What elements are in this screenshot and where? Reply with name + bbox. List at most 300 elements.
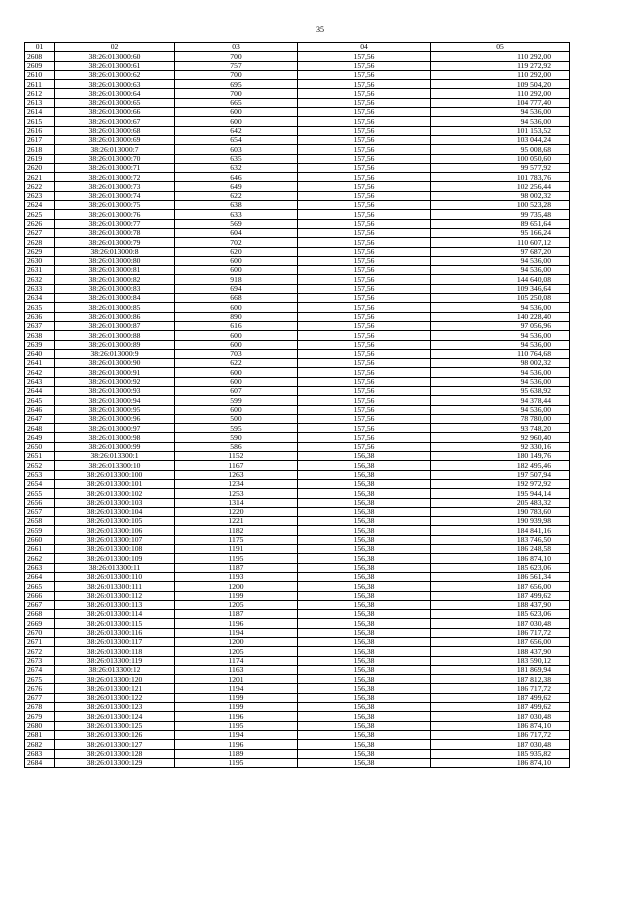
rate-cell: 157,56 — [298, 386, 431, 395]
rate-cell: 157,56 — [298, 191, 431, 200]
rate-cell: 156,38 — [298, 572, 431, 581]
rate-cell: 157,56 — [298, 294, 431, 303]
value-cell: 187 030,48 — [431, 619, 570, 628]
table-row — [25, 349, 570, 358]
rate-cell: 157,56 — [298, 154, 431, 163]
row-number-cell: 2674 — [25, 665, 55, 674]
table-row — [25, 256, 570, 265]
table-row — [25, 61, 570, 70]
rate-cell: 157,56 — [298, 228, 431, 237]
table-row — [25, 89, 570, 98]
row-number-cell: 2663 — [25, 563, 55, 572]
cadastral-number-cell: 38:26:013000:67 — [55, 117, 175, 126]
cadastral-number-cell: 38:26:013000:7 — [55, 145, 175, 154]
value-cell: 187 499,62 — [431, 693, 570, 702]
value-cell: 94 536,00 — [431, 377, 570, 386]
table-row — [25, 545, 570, 554]
area-cell: 600 — [175, 256, 298, 265]
row-number-cell: 2645 — [25, 396, 55, 405]
area-cell: 599 — [175, 396, 298, 405]
table-row — [25, 740, 570, 749]
rate-cell: 157,56 — [298, 275, 431, 284]
rate-cell: 157,56 — [298, 117, 431, 126]
area-cell: 1167 — [175, 461, 298, 470]
table-row — [25, 526, 570, 535]
rate-cell: 157,56 — [298, 414, 431, 423]
row-number-cell: 2635 — [25, 303, 55, 312]
table-row — [25, 396, 570, 405]
value-cell: 110 292,00 — [431, 89, 570, 98]
table-row — [25, 647, 570, 656]
value-cell: 183 590,12 — [431, 656, 570, 665]
value-cell: 185 623,06 — [431, 610, 570, 619]
rate-cell: 157,56 — [298, 238, 431, 247]
value-cell: 103 044,24 — [431, 135, 570, 144]
table-row — [25, 228, 570, 237]
area-cell: 604 — [175, 228, 298, 237]
row-number-cell: 2639 — [25, 340, 55, 349]
table-row — [25, 628, 570, 637]
rate-cell: 157,56 — [298, 98, 431, 107]
value-cell: 92 960,40 — [431, 433, 570, 442]
row-number-cell: 2641 — [25, 359, 55, 368]
cadastral-number-cell: 38:26:013300:103 — [55, 498, 175, 507]
value-cell: 192 972,92 — [431, 479, 570, 488]
area-cell: 1200 — [175, 638, 298, 647]
area-cell: 622 — [175, 359, 298, 368]
row-number-cell: 2671 — [25, 638, 55, 647]
value-cell: 97 056,96 — [431, 321, 570, 330]
value-cell: 185 623,06 — [431, 563, 570, 572]
table-row — [25, 182, 570, 191]
cadastral-number-cell: 38:26:013300:114 — [55, 610, 175, 619]
table-row — [25, 340, 570, 349]
rate-cell: 157,56 — [298, 331, 431, 340]
area-cell: 700 — [175, 89, 298, 98]
cadastral-number-cell: 38:26:013300:106 — [55, 526, 175, 535]
value-cell: 187 656,00 — [431, 582, 570, 591]
row-number-cell: 2672 — [25, 647, 55, 656]
cadastral-number-cell: 38:26:013300:110 — [55, 572, 175, 581]
row-number-cell: 2682 — [25, 740, 55, 749]
table-row — [25, 377, 570, 386]
table-row — [25, 238, 570, 247]
rate-cell: 156,38 — [298, 545, 431, 554]
value-cell: 97 687,20 — [431, 247, 570, 256]
value-cell: 89 651,64 — [431, 219, 570, 228]
row-number-cell: 2630 — [25, 256, 55, 265]
table-row — [25, 191, 570, 200]
cadastral-number-cell: 38:26:013000:9 — [55, 349, 175, 358]
table-row — [25, 126, 570, 135]
value-cell: 187 030,48 — [431, 712, 570, 721]
rate-cell: 157,56 — [298, 284, 431, 293]
table-row — [25, 498, 570, 507]
area-cell: 1194 — [175, 628, 298, 637]
area-cell: 595 — [175, 424, 298, 433]
row-number-cell: 2620 — [25, 163, 55, 172]
area-cell: 1189 — [175, 749, 298, 758]
cadastral-number-cell: 38:26:013000:64 — [55, 89, 175, 98]
rate-cell: 157,56 — [298, 266, 431, 275]
area-cell: 600 — [175, 117, 298, 126]
area-cell: 702 — [175, 238, 298, 247]
row-number-cell: 2679 — [25, 712, 55, 721]
cadastral-number-cell: 38:26:013000:73 — [55, 182, 175, 191]
row-number-cell: 2649 — [25, 433, 55, 442]
row-number-cell: 2660 — [25, 535, 55, 544]
value-cell: 195 944,14 — [431, 489, 570, 498]
table-row — [25, 145, 570, 154]
area-cell: 1221 — [175, 517, 298, 526]
row-number-cell: 2614 — [25, 108, 55, 117]
row-number-cell: 2681 — [25, 730, 55, 739]
cadastral-number-cell: 38:26:013000:99 — [55, 442, 175, 451]
value-cell: 186 717,72 — [431, 730, 570, 739]
cadastral-number-cell: 38:26:013000:90 — [55, 359, 175, 368]
table-row — [25, 275, 570, 284]
rate-cell: 156,38 — [298, 582, 431, 591]
area-cell: 1220 — [175, 507, 298, 516]
area-cell: 600 — [175, 377, 298, 386]
row-number-cell: 2637 — [25, 321, 55, 330]
row-number-cell: 2618 — [25, 145, 55, 154]
table-body — [25, 52, 570, 768]
value-cell: 101 783,76 — [431, 173, 570, 182]
row-number-cell: 2609 — [25, 61, 55, 70]
rate-cell: 157,56 — [298, 368, 431, 377]
rate-cell: 157,56 — [298, 210, 431, 219]
value-cell: 109 504,20 — [431, 80, 570, 89]
area-cell: 1182 — [175, 526, 298, 535]
value-cell: 186 874,10 — [431, 758, 570, 767]
rate-cell: 157,56 — [298, 377, 431, 386]
area-cell: 616 — [175, 321, 298, 330]
area-cell: 1199 — [175, 703, 298, 712]
row-number-cell: 2675 — [25, 675, 55, 684]
area-cell: 700 — [175, 52, 298, 61]
value-cell: 93 748,20 — [431, 424, 570, 433]
cadastral-number-cell: 38:26:013300:100 — [55, 470, 175, 479]
value-cell: 186 874,10 — [431, 721, 570, 730]
rate-cell: 156,38 — [298, 656, 431, 665]
area-cell: 586 — [175, 442, 298, 451]
table-row — [25, 442, 570, 451]
rate-cell: 156,38 — [298, 758, 431, 767]
table-row — [25, 321, 570, 330]
table-row — [25, 98, 570, 107]
table-row — [25, 386, 570, 395]
cadastral-number-cell: 38:26:013000:72 — [55, 173, 175, 182]
cadastral-number-cell: 38:26:013000:91 — [55, 368, 175, 377]
value-cell: 101 153,52 — [431, 126, 570, 135]
area-cell: 569 — [175, 219, 298, 228]
table-row — [25, 219, 570, 228]
area-cell: 600 — [175, 340, 298, 349]
rate-cell: 156,38 — [298, 740, 431, 749]
cadastral-number-cell: 38:26:013300:111 — [55, 582, 175, 591]
area-cell: 1152 — [175, 452, 298, 461]
table-row — [25, 665, 570, 674]
table-row — [25, 405, 570, 414]
column-header-04: 04 — [298, 43, 431, 52]
rate-cell: 157,56 — [298, 89, 431, 98]
table-row — [25, 461, 570, 470]
table-row — [25, 554, 570, 563]
cadastral-number-cell: 38:26:013000:78 — [55, 228, 175, 237]
area-cell: 600 — [175, 266, 298, 275]
rate-cell: 156,38 — [298, 461, 431, 470]
value-cell: 187 030,48 — [431, 740, 570, 749]
area-cell: 694 — [175, 284, 298, 293]
rate-cell: 156,38 — [298, 489, 431, 498]
value-cell: 95 166,24 — [431, 228, 570, 237]
value-cell: 190 783,60 — [431, 507, 570, 516]
value-cell: 187 499,62 — [431, 591, 570, 600]
table-row — [25, 470, 570, 479]
row-number-cell: 2677 — [25, 693, 55, 702]
area-cell: 1195 — [175, 721, 298, 730]
table-row — [25, 414, 570, 423]
value-cell: 94 536,00 — [431, 117, 570, 126]
rate-cell: 156,38 — [298, 563, 431, 572]
cadastral-number-cell: 38:26:013300:113 — [55, 600, 175, 609]
row-number-cell: 2652 — [25, 461, 55, 470]
table-row — [25, 312, 570, 321]
table-row — [25, 331, 570, 340]
cadastral-number-cell: 38:26:013300:127 — [55, 740, 175, 749]
value-cell: 119 272,92 — [431, 61, 570, 70]
table-row — [25, 452, 570, 461]
area-cell: 1263 — [175, 470, 298, 479]
row-number-cell: 2676 — [25, 684, 55, 693]
area-cell: 665 — [175, 98, 298, 107]
row-number-cell: 2646 — [25, 405, 55, 414]
table-row — [25, 619, 570, 628]
row-number-cell: 2647 — [25, 414, 55, 423]
area-cell: 1314 — [175, 498, 298, 507]
cadastral-number-cell: 38:26:013000:65 — [55, 98, 175, 107]
area-cell: 500 — [175, 414, 298, 423]
value-cell: 94 536,00 — [431, 256, 570, 265]
row-number-cell: 2667 — [25, 600, 55, 609]
row-number-cell: 2662 — [25, 554, 55, 563]
value-cell: 183 746,50 — [431, 535, 570, 544]
rate-cell: 156,38 — [298, 638, 431, 647]
row-number-cell: 2617 — [25, 135, 55, 144]
row-number-cell: 2627 — [25, 228, 55, 237]
rate-cell: 157,56 — [298, 126, 431, 135]
cadastral-number-cell: 38:26:013000:66 — [55, 108, 175, 117]
rate-cell: 156,38 — [298, 665, 431, 674]
table-row — [25, 70, 570, 79]
row-number-cell: 2638 — [25, 331, 55, 340]
row-number-cell: 2624 — [25, 201, 55, 210]
area-cell: 1195 — [175, 554, 298, 563]
value-cell: 188 437,90 — [431, 647, 570, 656]
area-cell: 600 — [175, 331, 298, 340]
cadastral-number-cell: 38:26:013300:1 — [55, 452, 175, 461]
cadastral-value-table — [24, 42, 570, 768]
cadastral-number-cell: 38:26:013000:98 — [55, 433, 175, 442]
table-row — [25, 749, 570, 758]
cadastral-number-cell: 38:26:013000:93 — [55, 386, 175, 395]
rate-cell: 156,38 — [298, 479, 431, 488]
area-cell: 700 — [175, 70, 298, 79]
value-cell: 110 292,00 — [431, 52, 570, 61]
rate-cell: 156,38 — [298, 498, 431, 507]
rate-cell: 156,38 — [298, 554, 431, 563]
area-cell: 600 — [175, 108, 298, 117]
rate-cell: 156,38 — [298, 749, 431, 758]
cadastral-number-cell: 38:26:013300:104 — [55, 507, 175, 516]
value-cell: 94 536,00 — [431, 331, 570, 340]
value-cell: 187 656,00 — [431, 638, 570, 647]
area-cell: 1175 — [175, 535, 298, 544]
cadastral-number-cell: 38:26:013300:126 — [55, 730, 175, 739]
cadastral-number-cell: 38:26:013000:84 — [55, 294, 175, 303]
row-number-cell: 2613 — [25, 98, 55, 107]
area-cell: 1200 — [175, 582, 298, 591]
area-cell: 607 — [175, 386, 298, 395]
table-row — [25, 684, 570, 693]
area-cell: 1199 — [175, 693, 298, 702]
table-row — [25, 210, 570, 219]
rate-cell: 157,56 — [298, 424, 431, 433]
rate-cell: 157,56 — [298, 312, 431, 321]
value-cell: 99 577,92 — [431, 163, 570, 172]
value-cell: 95 638,92 — [431, 386, 570, 395]
rate-cell: 157,56 — [298, 405, 431, 414]
cadastral-number-cell: 38:26:013300:128 — [55, 749, 175, 758]
value-cell: 197 507,94 — [431, 470, 570, 479]
cadastral-number-cell: 38:26:013300:11 — [55, 563, 175, 572]
rate-cell: 157,56 — [298, 108, 431, 117]
cadastral-number-cell: 38:26:013300:109 — [55, 554, 175, 563]
cadastral-number-cell: 38:26:013000:83 — [55, 284, 175, 293]
table-row — [25, 80, 570, 89]
row-number-cell: 2655 — [25, 489, 55, 498]
cadastral-number-cell: 38:26:013000:63 — [55, 80, 175, 89]
row-number-cell: 2631 — [25, 266, 55, 275]
cadastral-number-cell: 38:26:013000:74 — [55, 191, 175, 200]
table-row — [25, 433, 570, 442]
rate-cell: 157,56 — [298, 247, 431, 256]
area-cell: 1194 — [175, 684, 298, 693]
row-number-cell: 2659 — [25, 526, 55, 535]
cadastral-number-cell: 38:26:013000:70 — [55, 154, 175, 163]
rate-cell: 157,56 — [298, 52, 431, 61]
area-cell: 590 — [175, 433, 298, 442]
row-number-cell: 2650 — [25, 442, 55, 451]
row-number-cell: 2628 — [25, 238, 55, 247]
rate-cell: 157,56 — [298, 201, 431, 210]
area-cell: 1234 — [175, 479, 298, 488]
rate-cell: 157,56 — [298, 163, 431, 172]
rate-cell: 157,56 — [298, 219, 431, 228]
area-cell: 1191 — [175, 545, 298, 554]
area-cell: 632 — [175, 163, 298, 172]
table-row — [25, 117, 570, 126]
rate-cell: 156,38 — [298, 610, 431, 619]
cadastral-number-cell: 38:26:013300:101 — [55, 479, 175, 488]
area-cell: 642 — [175, 126, 298, 135]
row-number-cell: 2668 — [25, 610, 55, 619]
value-cell: 205 483,32 — [431, 498, 570, 507]
table-row — [25, 703, 570, 712]
area-cell: 1174 — [175, 656, 298, 665]
cadastral-number-cell: 38:26:013000:81 — [55, 266, 175, 275]
column-header-03: 03 — [175, 43, 298, 52]
cadastral-number-cell: 38:26:013000:75 — [55, 201, 175, 210]
area-cell: 1187 — [175, 610, 298, 619]
rate-cell: 156,38 — [298, 507, 431, 516]
area-cell: 620 — [175, 247, 298, 256]
column-header-05: 05 — [431, 43, 570, 52]
value-cell: 109 346,64 — [431, 284, 570, 293]
row-number-cell: 2673 — [25, 656, 55, 665]
value-cell: 186 717,72 — [431, 628, 570, 637]
table-header-row — [25, 43, 570, 52]
cadastral-number-cell: 38:26:013300:107 — [55, 535, 175, 544]
row-number-cell: 2680 — [25, 721, 55, 730]
area-cell: 1196 — [175, 740, 298, 749]
rate-cell: 157,56 — [298, 61, 431, 70]
value-cell: 95 008,68 — [431, 145, 570, 154]
rate-cell: 156,38 — [298, 470, 431, 479]
rate-cell: 156,38 — [298, 452, 431, 461]
cadastral-number-cell: 38:26:013300:118 — [55, 647, 175, 656]
row-number-cell: 2656 — [25, 498, 55, 507]
cadastral-number-cell: 38:26:013300:121 — [55, 684, 175, 693]
row-number-cell: 2634 — [25, 294, 55, 303]
area-cell: 1201 — [175, 675, 298, 684]
value-cell: 94 536,00 — [431, 108, 570, 117]
table-row — [25, 359, 570, 368]
cadastral-number-cell: 38:26:013000:71 — [55, 163, 175, 172]
cadastral-number-cell: 38:26:013000:87 — [55, 321, 175, 330]
value-cell: 94 536,00 — [431, 340, 570, 349]
table-row — [25, 563, 570, 572]
value-cell: 94 536,00 — [431, 368, 570, 377]
rate-cell: 156,38 — [298, 647, 431, 656]
value-cell: 99 735,48 — [431, 210, 570, 219]
cadastral-number-cell: 38:26:013300:123 — [55, 703, 175, 712]
value-cell: 187 499,62 — [431, 703, 570, 712]
row-number-cell: 2608 — [25, 52, 55, 61]
cadastral-number-cell: 38:26:013300:129 — [55, 758, 175, 767]
area-cell: 600 — [175, 405, 298, 414]
value-cell: 187 812,38 — [431, 675, 570, 684]
rate-cell: 157,56 — [298, 80, 431, 89]
cadastral-number-cell: 38:26:013300:105 — [55, 517, 175, 526]
table-row — [25, 108, 570, 117]
value-cell: 110 607,12 — [431, 238, 570, 247]
rate-cell: 157,56 — [298, 303, 431, 312]
table-row — [25, 247, 570, 256]
row-number-cell: 2625 — [25, 210, 55, 219]
rate-cell: 156,38 — [298, 712, 431, 721]
value-cell: 110 764,68 — [431, 349, 570, 358]
table-row — [25, 600, 570, 609]
value-cell: 186 717,72 — [431, 684, 570, 693]
cadastral-number-cell: 38:26:013300:120 — [55, 675, 175, 684]
area-cell: 622 — [175, 191, 298, 200]
table-row — [25, 201, 570, 210]
row-number-cell: 2626 — [25, 219, 55, 228]
value-cell: 92 330,16 — [431, 442, 570, 451]
rate-cell: 156,38 — [298, 703, 431, 712]
